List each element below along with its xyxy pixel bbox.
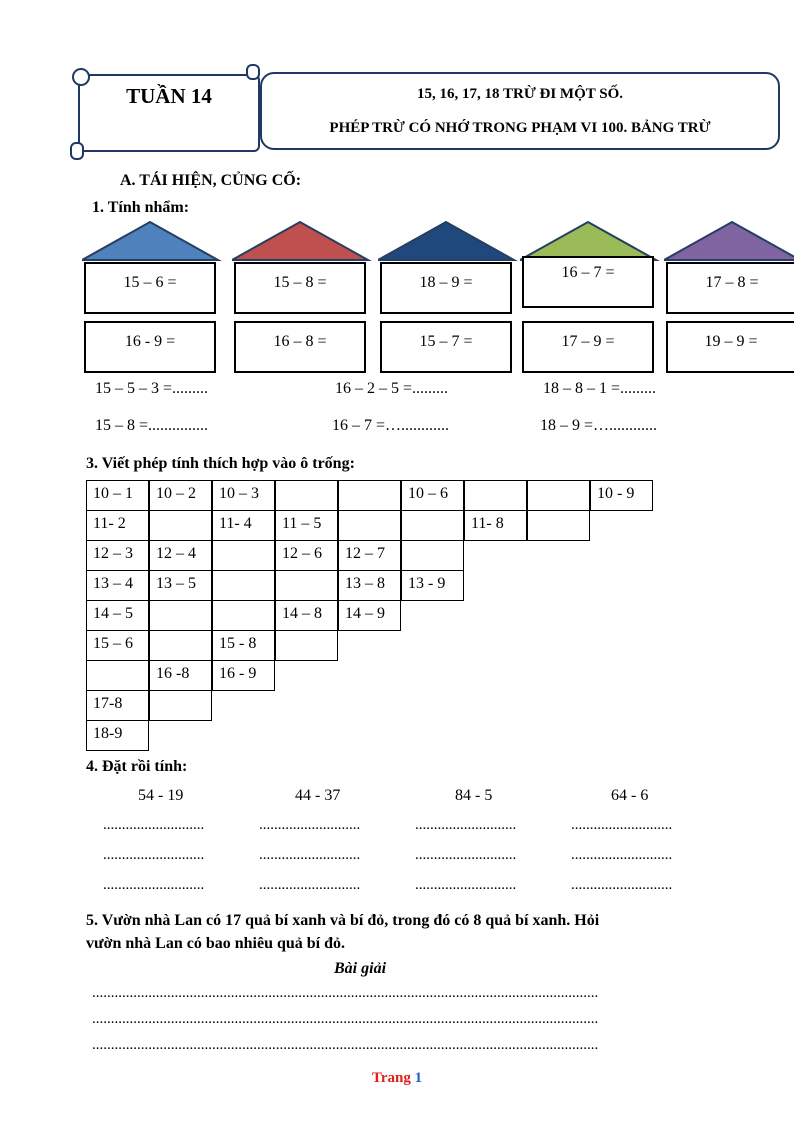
table-cell: 15 – 6 [86, 630, 149, 661]
expression: 18 – 8 – 1 =......... [543, 380, 657, 397]
answer-line[interactable]: ....................................................................................................................................... [92, 985, 599, 1001]
table-cell[interactable] [275, 570, 338, 601]
expression: 16 – 7 =…............ [332, 417, 450, 434]
table-cell: 14 – 5 [86, 600, 149, 631]
answer-line[interactable]: ....................................................................................................................................... [92, 1037, 599, 1053]
table-cell[interactable] [338, 510, 401, 541]
house-expression: 15 – 7 = [419, 333, 473, 350]
table-cell: 10 – 1 [86, 480, 149, 511]
house-top-box [666, 262, 794, 314]
table-cell: 14 – 9 [338, 600, 401, 631]
house-top-box [380, 262, 512, 314]
table-cell[interactable] [338, 480, 401, 511]
table-cell: 11- 4 [212, 510, 275, 541]
table-cell[interactable] [212, 570, 275, 601]
table-cell: 12 – 6 [275, 540, 338, 571]
lesson-title-line1: 15, 16, 17, 18 TRỪ ĐI MỘT SỐ. [417, 86, 623, 102]
table-cell: 10 – 6 [401, 480, 464, 511]
house-expression: 16 – 7 = [561, 264, 615, 281]
house-roof [664, 220, 794, 262]
lesson-title-line2: PHÉP TRỪ CÓ NHỚ TRONG PHẠM VI 100. BẢNG TRỪ [329, 120, 711, 136]
calc-dotted-line[interactable]: ........................... [571, 817, 673, 833]
expression: 15 – 8 =............... [95, 417, 209, 434]
table-cell[interactable] [212, 540, 275, 571]
table-cell: 12 – 4 [149, 540, 212, 571]
house-expression: 16 - 9 = [124, 333, 176, 350]
table-cell[interactable] [275, 630, 338, 661]
problem: 44 - 37 [295, 787, 341, 804]
house-roof [378, 220, 518, 262]
table-cell: 16 - 9 [212, 660, 275, 691]
table-cell: 12 – 7 [338, 540, 401, 571]
page-label: Trang [371, 1070, 411, 1086]
page-footer [0, 1070, 794, 1087]
house-top-box [234, 262, 366, 314]
calc-dotted-line[interactable]: ........................... [259, 877, 361, 893]
exercise-5-title-line1: 5. Vườn nhà Lan có 17 quả bí xanh và bí đỏ, trong đó có 8 quả bí xanh. Hỏi [86, 912, 600, 929]
house-top-box [84, 262, 216, 314]
table-cell: 11 – 5 [275, 510, 338, 541]
table-cell: 10 – 3 [212, 480, 275, 511]
problem: 54 - 19 [138, 787, 184, 804]
table-cell: 13 – 4 [86, 570, 149, 601]
table-cell: 12 – 3 [86, 540, 149, 571]
table-cell: 17-8 [86, 690, 149, 721]
calc-dotted-line[interactable]: ........................... [103, 817, 205, 833]
house-expression: 16 – 8 = [273, 333, 327, 350]
house-expression: 18 – 9 = [419, 274, 473, 291]
problem: 64 - 6 [611, 787, 649, 804]
scroll-curl-decoration [70, 142, 84, 160]
answer-line[interactable]: ....................................................................................................................................... [92, 1011, 599, 1027]
table-cell[interactable] [527, 480, 590, 511]
exercise-4-title: 4. Đặt rồi tính: [86, 758, 188, 775]
table-cell: 13 – 5 [149, 570, 212, 601]
exercise-5-title-line2: vườn nhà Lan có bao nhiêu quả bí đỏ. [86, 935, 346, 952]
calc-dotted-line[interactable]: ........................... [571, 847, 673, 863]
house-bottom-box [380, 321, 512, 373]
table-cell: 10 - 9 [590, 480, 653, 511]
calc-dotted-line[interactable]: ........................... [571, 877, 673, 893]
calc-dotted-line[interactable]: ........................... [415, 877, 517, 893]
house-roof [232, 220, 372, 262]
section-a-heading: A. TÁI HIỆN, CỦNG CỐ: [120, 172, 302, 189]
house-expression: 17 – 9 = [561, 333, 615, 350]
calc-dotted-line[interactable]: ........................... [259, 847, 361, 863]
table-cell: 13 – 8 [338, 570, 401, 601]
lesson-title-frame [260, 72, 780, 150]
table-cell: 11- 8 [464, 510, 527, 541]
house-expression: 17 – 8 = [705, 274, 759, 291]
expression: 16 – 2 – 5 =......... [335, 380, 449, 397]
table-cell: 13 - 9 [401, 570, 464, 601]
table-cell[interactable] [149, 510, 212, 541]
table-cell: 14 – 8 [275, 600, 338, 631]
scroll-curl-decoration [246, 64, 260, 80]
house-bottom-box [234, 321, 366, 373]
house-top-box [522, 256, 654, 308]
table-cell[interactable] [275, 480, 338, 511]
table-cell[interactable] [149, 600, 212, 631]
calc-dotted-line[interactable]: ........................... [103, 877, 205, 893]
expression: 18 – 9 =…............ [540, 417, 658, 434]
table-cell: 10 – 2 [149, 480, 212, 511]
calc-dotted-line[interactable]: ........................... [415, 817, 517, 833]
table-cell[interactable] [527, 510, 590, 541]
week-title: TUẦN 14 [126, 84, 212, 108]
exercise-3-title: 3. Viết phép tính thích hợp vào ô trống: [86, 455, 355, 472]
page-number: 1 [414, 1070, 423, 1086]
table-cell[interactable] [401, 540, 464, 571]
calc-dotted-line[interactable]: ........................... [259, 817, 361, 833]
expression: 15 – 5 – 3 =......... [95, 380, 209, 397]
solution-label: Bài giải [334, 960, 387, 977]
house-roof [82, 220, 222, 262]
house-expression: 15 – 6 = [123, 274, 177, 291]
table-cell[interactable] [464, 480, 527, 511]
table-cell: 11- 2 [86, 510, 149, 541]
table-cell[interactable] [86, 660, 149, 691]
table-cell: 16 -8 [149, 660, 212, 691]
table-cell: 18-9 [86, 720, 149, 751]
table-cell[interactable] [212, 600, 275, 631]
calc-dotted-line[interactable]: ........................... [103, 847, 205, 863]
house-bottom-box [84, 321, 216, 373]
exercise-1-title: 1. Tính nhẩm: [92, 199, 190, 216]
table-cell[interactable] [149, 690, 212, 721]
house-bottom-box [666, 321, 794, 373]
table-cell[interactable] [149, 630, 212, 661]
table-cell[interactable] [401, 510, 464, 541]
house-expression: 19 – 9 = [704, 333, 758, 350]
calc-dotted-line[interactable]: ........................... [415, 847, 517, 863]
table-cell: 15 - 8 [212, 630, 275, 661]
house-bottom-box [522, 321, 654, 373]
problem: 84 - 5 [455, 787, 493, 804]
house-expression: 15 – 8 = [273, 274, 327, 291]
